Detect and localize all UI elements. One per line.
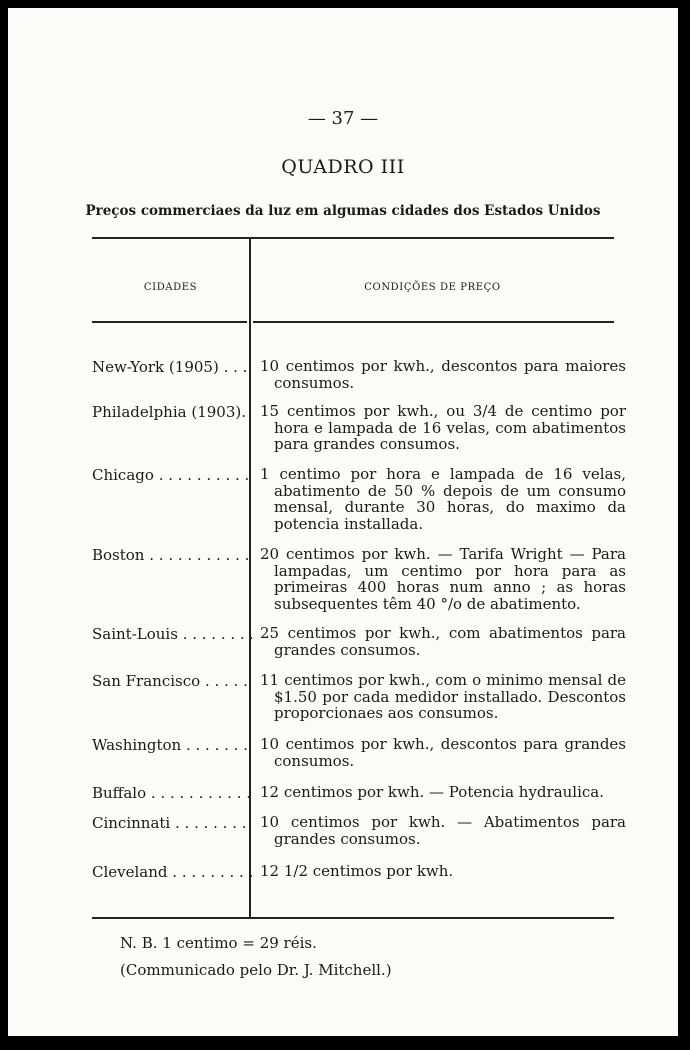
conditions-cell: 20 centimos por kwh. — Tarifa Wright — Para lampadas, um centimo por hora para as primeiras 400 horas num anno ; as horas subsequentes têm 40 °/o de abatimento. — [260, 545, 626, 613]
city-cell: Chicago . . . — [92, 466, 252, 484]
conditions-cell: 25 centimos por kwh., com abatimentos para grandes consumos. — [260, 624, 626, 659]
conditions-cell: 11 centimos por kwh., com o minimo mensal de $1.50 por cada medidor installado. Descontos proporcionaes aos consumos. — [260, 671, 626, 722]
page-number: — 37 — — [307, 108, 379, 129]
table-subtitle: Preços commerciaes da luz em algumas cidades dos Estados Unidos — [85, 203, 601, 219]
header-rule-right — [253, 321, 614, 323]
top-rule — [92, 237, 614, 239]
city-cell: Buffalo . . . — [92, 784, 252, 802]
city-cell: Washington . . . — [92, 736, 252, 754]
book-page — [8, 8, 678, 1036]
conditions-cell: 10 centimos por kwh., descontos para maiores consumos. — [260, 357, 626, 392]
note-source: (Communicado pelo Dr. J. Mitchell.) — [120, 961, 392, 979]
table-title: QUADRO III — [281, 156, 405, 178]
header-cities: CIDADES — [143, 282, 198, 293]
city-cell: Cleveland . . . — [92, 863, 252, 881]
note-nb: N. B. 1 centimo = 29 réis. — [120, 934, 317, 952]
conditions-cell: 1 centimo por hora e lampada de 16 velas, abatimento de 50 % depois de um consumo mensal, durante 30 horas, do maximo da potencia installada. — [260, 465, 626, 533]
conditions-cell: 10 centimos por kwh. — Abatimentos para grandes consumos. — [260, 813, 626, 848]
city-cell: New-York (1905) . . . — [92, 358, 252, 376]
city-cell: Philadelphia (1903). . . . — [92, 403, 252, 421]
conditions-cell: 15 centimos por kwh., ou 3/4 de centimo por hora e lampada de 16 velas, com abatimentos para grandes consumos. — [260, 402, 626, 453]
city-cell: Boston . . . — [92, 546, 252, 564]
city-cell: Saint-Louis . . . — [92, 625, 252, 643]
header-conditions: CONDIÇÕES DE PREÇO — [364, 282, 501, 293]
city-cell: Cincinnati . . . — [92, 814, 252, 832]
conditions-cell: 12 centimos por kwh. — Potencia hydraulica. — [260, 783, 605, 801]
conditions-cell: 12 1/2 centimos por kwh. — [260, 862, 454, 880]
conditions-cell: 10 centimos por kwh., descontos para grandes consumos. — [260, 735, 626, 770]
header-rule-left — [92, 321, 247, 323]
city-cell: San Francisco . . . — [92, 672, 252, 690]
bottom-rule — [92, 917, 614, 919]
